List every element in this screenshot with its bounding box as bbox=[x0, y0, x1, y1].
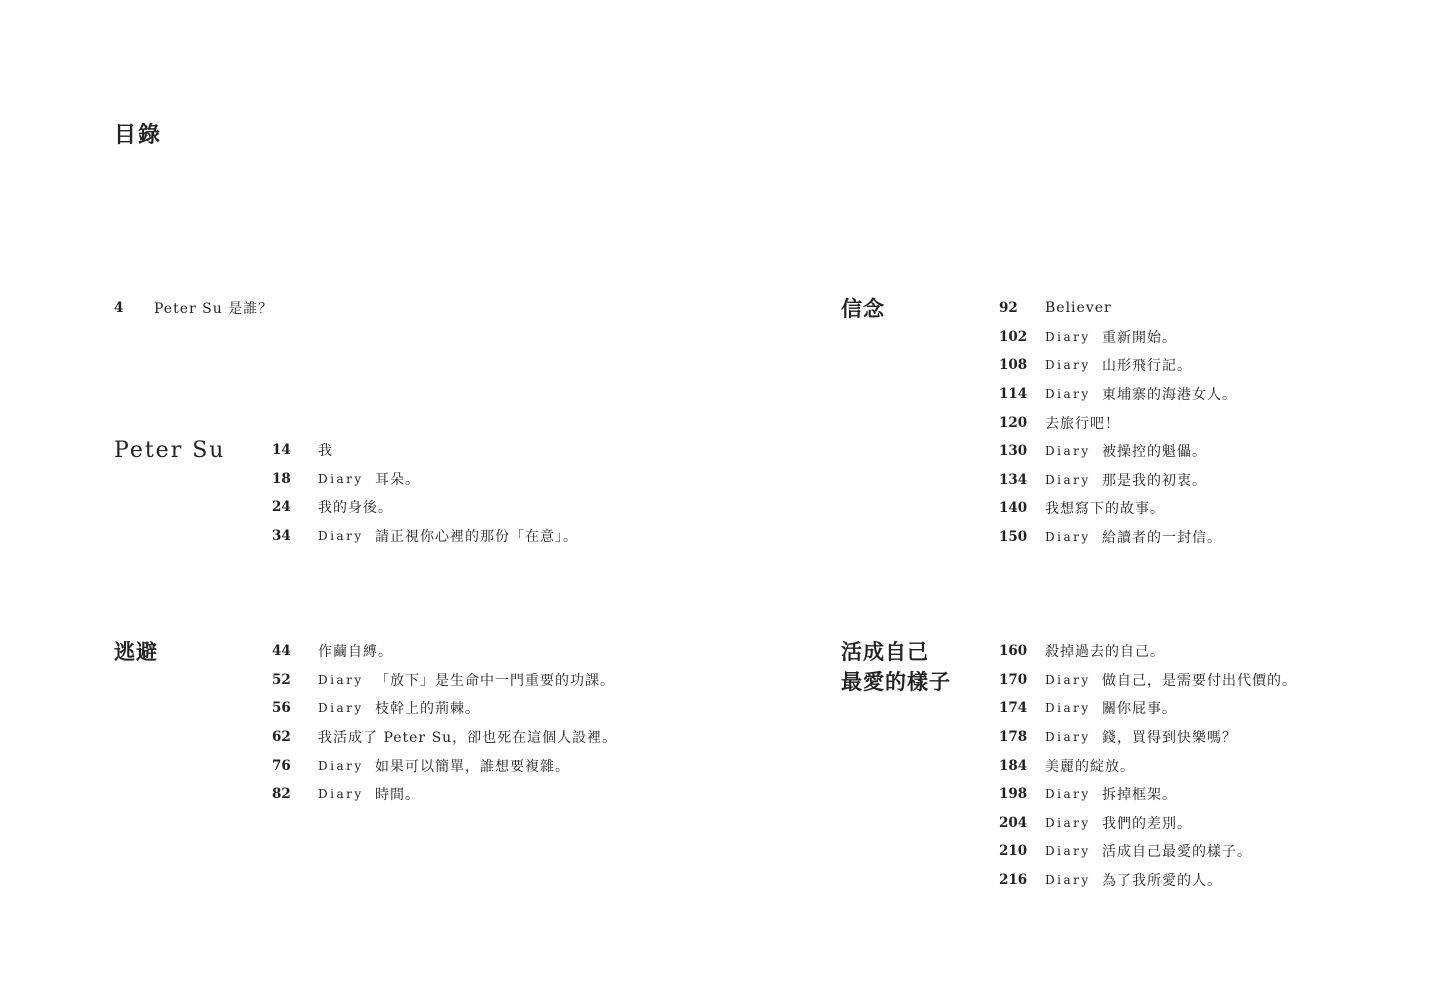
diary-tag: Diary bbox=[1045, 730, 1091, 745]
diary-tag: Diary bbox=[1045, 444, 1091, 459]
diary-tag: Diary bbox=[1045, 329, 1091, 344]
toc-entry[interactable] bbox=[272, 522, 578, 551]
entry-title: 東埔寨的海港女人。 bbox=[1102, 387, 1237, 404]
entry-title: 時間。 bbox=[375, 787, 420, 804]
diary-tag: Diary bbox=[318, 787, 364, 802]
entry-title: 殺掉過去的自己。 bbox=[1045, 644, 1165, 661]
page-number: 76 bbox=[272, 757, 291, 774]
entry-title: 請正視你心裡的那份「在意」。 bbox=[375, 529, 578, 546]
entry-title: 我們的差別。 bbox=[1102, 815, 1192, 832]
entry-title: 那是我的初衷。 bbox=[1102, 472, 1207, 489]
page-number: 56 bbox=[272, 700, 291, 717]
entry-title: 錢，買得到快樂嗎？ bbox=[1102, 730, 1237, 747]
toc-entry[interactable] bbox=[272, 436, 578, 465]
diary-tag: Diary bbox=[318, 471, 364, 486]
entry-title: 作繭自縛。 bbox=[318, 644, 393, 661]
toc-entry[interactable] bbox=[272, 723, 617, 752]
page-number: 62 bbox=[272, 729, 291, 746]
toc-entry[interactable] bbox=[999, 866, 1297, 895]
toc-entry[interactable] bbox=[272, 780, 617, 809]
page-number: 102 bbox=[999, 328, 1028, 345]
toc-entry[interactable] bbox=[272, 666, 617, 695]
entry-title: 關你屁事。 bbox=[1102, 701, 1177, 718]
toc-entry[interactable] bbox=[999, 323, 1237, 352]
entry-title: 「放下」是生命中一門重要的功課。 bbox=[375, 672, 615, 689]
entry-title: 拆掉框架。 bbox=[1102, 787, 1177, 804]
page-number: 160 bbox=[999, 643, 1028, 660]
diary-tag: Diary bbox=[1045, 815, 1091, 830]
toc-entry[interactable] bbox=[999, 294, 1237, 323]
toc-entry[interactable] bbox=[999, 637, 1297, 666]
toc-entry[interactable] bbox=[999, 837, 1297, 866]
page-number: 198 bbox=[999, 786, 1028, 803]
toc-entry[interactable] bbox=[999, 466, 1237, 495]
intro-entry[interactable] bbox=[114, 294, 273, 323]
entry-title: 做自己，是需要付出代價的。 bbox=[1102, 672, 1297, 689]
diary-tag: Diary bbox=[1045, 358, 1091, 373]
page-number: 204 bbox=[999, 814, 1028, 831]
diary-tag: Diary bbox=[1045, 701, 1091, 716]
toc-entry[interactable] bbox=[272, 465, 578, 494]
diary-tag: Diary bbox=[1045, 472, 1091, 487]
toc-entry[interactable] bbox=[272, 751, 617, 780]
page-title: 目錄 bbox=[114, 122, 163, 148]
entry-list bbox=[272, 637, 617, 809]
diary-tag: Diary bbox=[1045, 787, 1091, 802]
entry-title: 我活成了 Peter Su，卻也死在這個人設裡。 bbox=[318, 730, 618, 747]
toc-entry[interactable] bbox=[999, 494, 1237, 523]
page-number: 52 bbox=[272, 671, 291, 688]
toc-entry[interactable] bbox=[999, 723, 1297, 752]
page-number: 114 bbox=[999, 386, 1028, 403]
entry-title: 被操控的魁儡。 bbox=[1102, 444, 1207, 461]
entry-title: 耳朵。 bbox=[375, 471, 420, 488]
toc-entry[interactable] bbox=[999, 809, 1297, 838]
toc-entry[interactable] bbox=[272, 694, 617, 723]
entry-title: 我的身後。 bbox=[318, 500, 393, 517]
entry-title: 美麗的綻放。 bbox=[1045, 758, 1135, 775]
toc-entry[interactable] bbox=[999, 694, 1297, 723]
toc-entry[interactable] bbox=[999, 380, 1237, 409]
page-number: 134 bbox=[999, 471, 1028, 488]
entry-title: Believer bbox=[1045, 300, 1112, 317]
entry-list bbox=[272, 436, 578, 550]
diary-tag: Diary bbox=[1045, 873, 1091, 888]
diary-tag: Diary bbox=[1045, 844, 1091, 859]
entry-title: 山形飛行記。 bbox=[1102, 358, 1192, 375]
entry-title: 為了我所愛的人。 bbox=[1102, 873, 1222, 890]
diary-tag: Diary bbox=[318, 701, 364, 716]
toc-entry[interactable] bbox=[272, 493, 578, 522]
page-number: 210 bbox=[999, 843, 1028, 860]
page-number: 178 bbox=[999, 729, 1028, 746]
toc-entry[interactable] bbox=[999, 523, 1237, 552]
page-number: 4 bbox=[114, 300, 124, 317]
page-number: 34 bbox=[272, 528, 291, 545]
entry-title: 去旅行吧！ bbox=[1045, 415, 1120, 432]
diary-tag: Diary bbox=[1045, 530, 1091, 545]
entry-title: Peter Su 是誰？ bbox=[154, 301, 274, 318]
page-number: 140 bbox=[999, 500, 1028, 517]
entry-title: 如果可以簡單，誰想要複雜。 bbox=[375, 758, 570, 775]
page-number: 92 bbox=[999, 300, 1018, 317]
entry-list bbox=[999, 637, 1297, 894]
toc-entry[interactable] bbox=[999, 751, 1297, 780]
page-number: 14 bbox=[272, 442, 291, 459]
page-number: 216 bbox=[999, 872, 1028, 889]
page-number: 174 bbox=[999, 700, 1028, 717]
entry-title: 重新開始。 bbox=[1102, 329, 1177, 346]
toc-entry[interactable] bbox=[999, 351, 1237, 380]
entry-title: 我 bbox=[318, 443, 333, 460]
toc-entry[interactable] bbox=[999, 780, 1297, 809]
section-title: 信念 bbox=[841, 296, 885, 321]
page-number: 82 bbox=[272, 786, 291, 803]
diary-tag: Diary bbox=[318, 758, 364, 773]
page-number: 108 bbox=[999, 357, 1028, 374]
page-number: 170 bbox=[999, 671, 1028, 688]
entry-title: 給讀者的一封信。 bbox=[1102, 530, 1222, 547]
toc-entry[interactable] bbox=[272, 637, 617, 666]
section-title: 逃避 bbox=[114, 639, 158, 664]
entry-title: 枝幹上的荊棘。 bbox=[375, 701, 480, 718]
page-number: 44 bbox=[272, 643, 291, 660]
page-number: 24 bbox=[272, 499, 291, 516]
toc-entry[interactable] bbox=[999, 666, 1297, 695]
diary-tag: Diary bbox=[1045, 672, 1091, 687]
page-number: 130 bbox=[999, 443, 1028, 460]
page-number: 150 bbox=[999, 529, 1028, 546]
diary-tag: Diary bbox=[318, 529, 364, 544]
entry-list bbox=[999, 294, 1237, 551]
page-number: 120 bbox=[999, 414, 1028, 431]
page-number: 184 bbox=[999, 757, 1028, 774]
section-title: 活成自己 最愛的樣子 bbox=[841, 639, 951, 694]
page-number: 18 bbox=[272, 470, 291, 487]
entry-title: 我想寫下的故事。 bbox=[1045, 501, 1165, 518]
section-title: Peter Su bbox=[114, 438, 226, 463]
diary-tag: Diary bbox=[318, 672, 364, 687]
toc-entry[interactable] bbox=[999, 437, 1237, 466]
entry-title: 活成自己最愛的樣子。 bbox=[1102, 844, 1252, 861]
toc-entry[interactable] bbox=[999, 408, 1237, 437]
diary-tag: Diary bbox=[1045, 387, 1091, 402]
